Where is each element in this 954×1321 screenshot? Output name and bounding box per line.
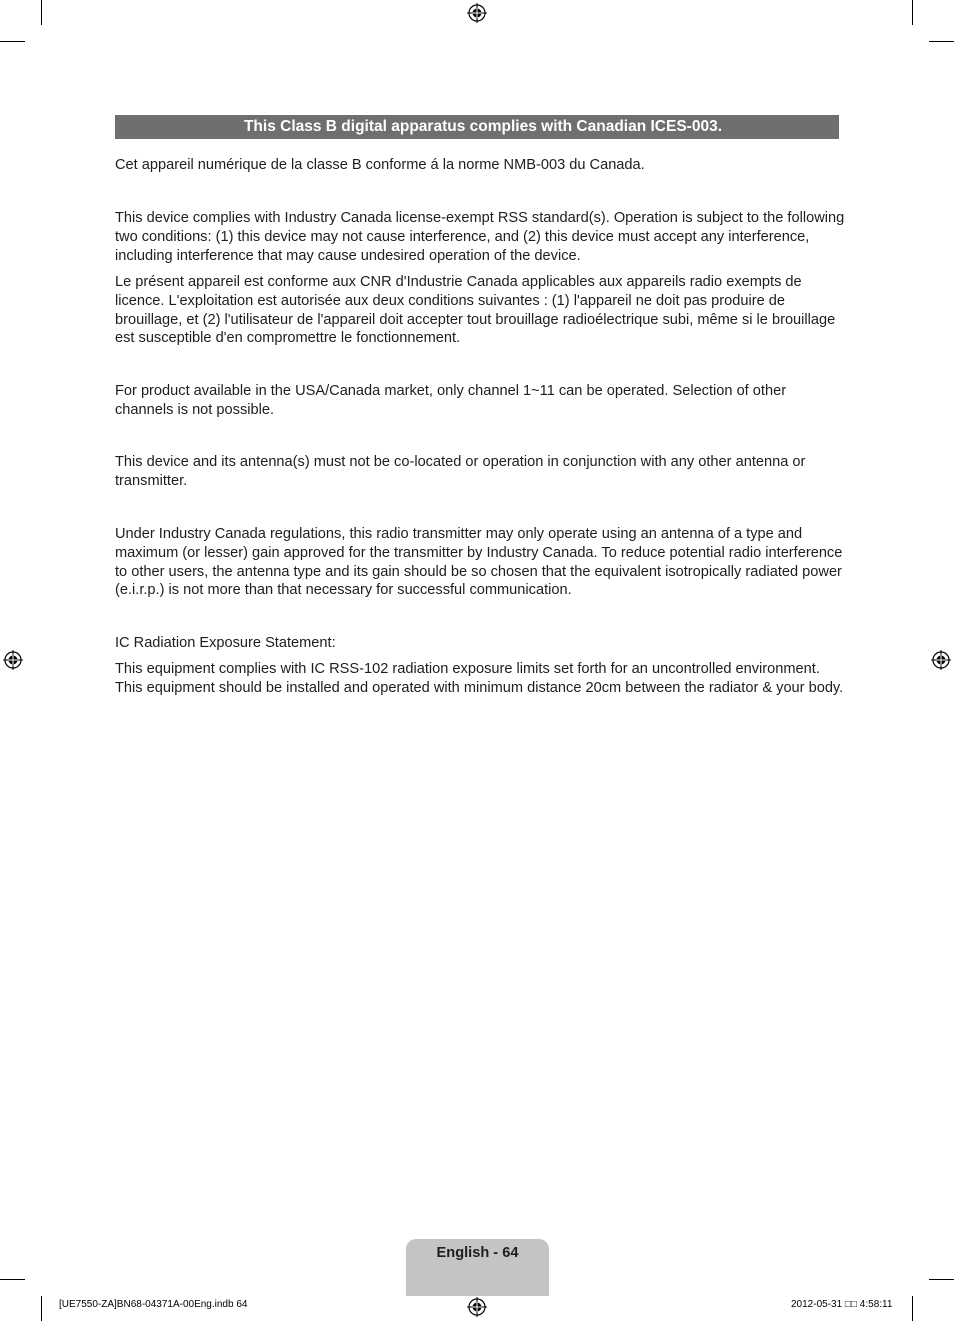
paragraph-nmb-003: Cet appareil numérique de la classe B conforme á la norme NMB-003 du Canada. [115, 157, 645, 173]
crop-mark-bottom-left-v [41, 1296, 42, 1321]
registration-mark-icon [3, 650, 23, 670]
page-number-label: English - 64 [436, 1245, 519, 1261]
paragraph-radiation-statement: This equipment complies with IC RSS-102 radiation exposure limits set forth for an uncontrolled environment. This equipment should be installed and operated with minimum distance 20cm between the radiator & your body. [115, 661, 844, 696]
crop-mark-bottom-right-v [912, 1296, 913, 1321]
page-number-tab [406, 1239, 549, 1296]
paragraph-antenna-colocation: This device and its antenna(s) must not be co-located or operation in conjunction with any other antenna or transmitter. [115, 454, 806, 489]
paragraph-antenna-gain: Under Industry Canada regulations, this radio transmitter may only operate using an antenna of a type and maximum (or lesser) gain approved for the transmitter by Industry Canada. To reduce potential radio interference to other users, the antenna type and its gain should be so chosen that the equivalent isotropically radiated power (e.i.r.p.) is not more than that necessary for successful communication. [115, 526, 843, 599]
crop-mark-top-left-v [41, 0, 42, 25]
paragraph-rss-compliance-fr: Le présent appareil est conforme aux CNR d'Industrie Canada applicables aux appareils radio exempts de licence. L'exploitation est autorisée aux deux conditions suivantes : (1) l'appareil ne doit pas produire de brouillage, et (2) l'utilisateur de l'appareil doit accepter tout brouillage radioélectrique subi, même si le brouillage est susceptible d'en compromettre le fonctionnement. [115, 274, 836, 347]
registration-mark-icon [467, 3, 487, 23]
crop-mark-bottom-left-h [0, 1279, 25, 1280]
section-title-bar: This Class B digital apparatus complies with Canadian ICES-003. [115, 115, 839, 139]
crop-mark-top-right-h [929, 41, 954, 42]
registration-mark-icon [931, 650, 951, 670]
print-slug-filename: [UE7550-ZA]BN68-04371A-00Eng.indb 64 [59, 1299, 248, 1310]
crop-mark-bottom-right-h [929, 1279, 954, 1280]
crop-mark-top-left-h [0, 41, 25, 42]
paragraph-channel-restriction: For product available in the USA/Canada market, only channel 1~11 can be operated. Selection of other channels is not possible. [115, 383, 787, 418]
registration-mark-icon [467, 1297, 487, 1317]
crop-mark-top-right-v [912, 0, 913, 25]
paragraph-radiation-heading: IC Radiation Exposure Statement: [115, 635, 336, 651]
print-slug-timestamp: 2012-05-31 □□ 4:58:11 [791, 1299, 893, 1310]
paragraph-rss-compliance-en: This device complies with Industry Canada license-exempt RSS standard(s). Operation is subject to the following two conditions: (1) this device may not cause interference, and (2) this device must accept any interference, including interference that may cause undesired operation of the device. [115, 210, 845, 264]
